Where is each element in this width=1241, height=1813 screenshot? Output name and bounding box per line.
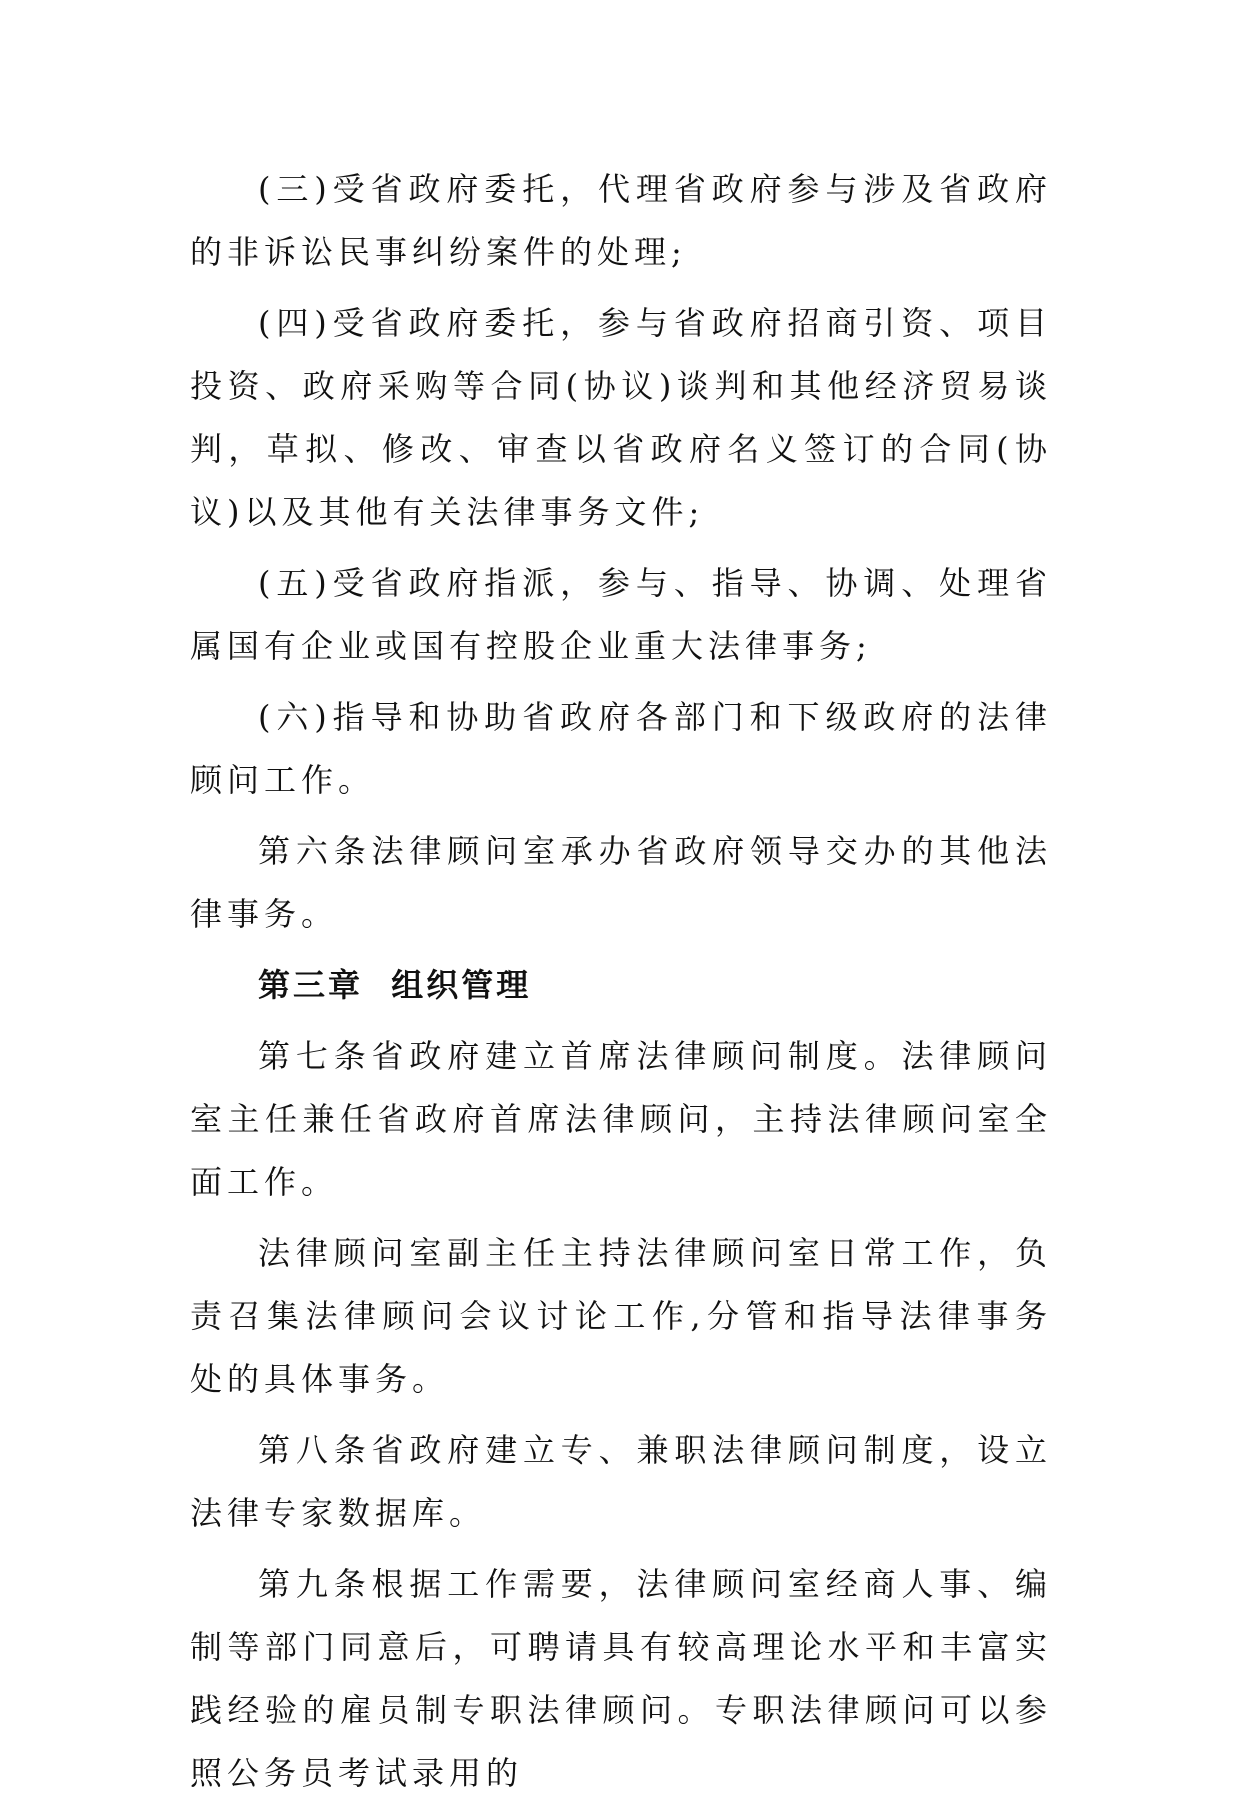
paragraph-deputy-director: 法律顾问室副主任主持法律顾问室日常工作，负责召集法律顾问会议讨论工作,分管和指导法律事务处的具体事务。 bbox=[190, 1234, 1052, 1398]
paragraph-item-6: (六)指导和协助省政府各部门和下级政府的法律顾问工作。 bbox=[190, 698, 1052, 799]
paragraph-article-8: 第八条省政府建立专、兼职法律顾问制度，设立法律专家数据库。 bbox=[190, 1431, 1052, 1532]
paragraph-item-5: (五)受省政府指派，参与、指导、协调、处理省属国有企业或国有控股企业重大法律事务; bbox=[190, 564, 1052, 665]
paragraph-item-3: (三)受省政府委托，代理省政府参与涉及省政府的非诉讼民事纠纷案件的处理; bbox=[190, 170, 1052, 271]
paragraph-article-9: 第九条根据工作需要，法律顾问室经商人事、编制等部门同意后，可聘请具有较高理论水平和丰富实践经验的雇员制专职法律顾问。专职法律顾问可以参照公务员考试录用的 bbox=[190, 1565, 1052, 1792]
document-body bbox=[190, 158, 1052, 1813]
chapter-heading: 第三章 组织管理 bbox=[258, 966, 532, 1004]
paragraph-article-7: 第七条省政府建立首席法律顾问制度。法律顾问室主任兼任省政府首席法律顾问，主持法律顾问室全面工作。 bbox=[190, 1037, 1052, 1201]
paragraph-article-6: 第六条法律顾问室承办省政府领导交办的其他法律事务。 bbox=[190, 832, 1052, 933]
paragraph-item-4: (四)受省政府委托，参与省政府招商引资、项目投资、政府采购等合同(协议)谈判和其他经济贸易谈判，草拟、修改、审查以省政府名义签订的合同(协议)以及其他有关法律事务文件; bbox=[190, 304, 1052, 531]
